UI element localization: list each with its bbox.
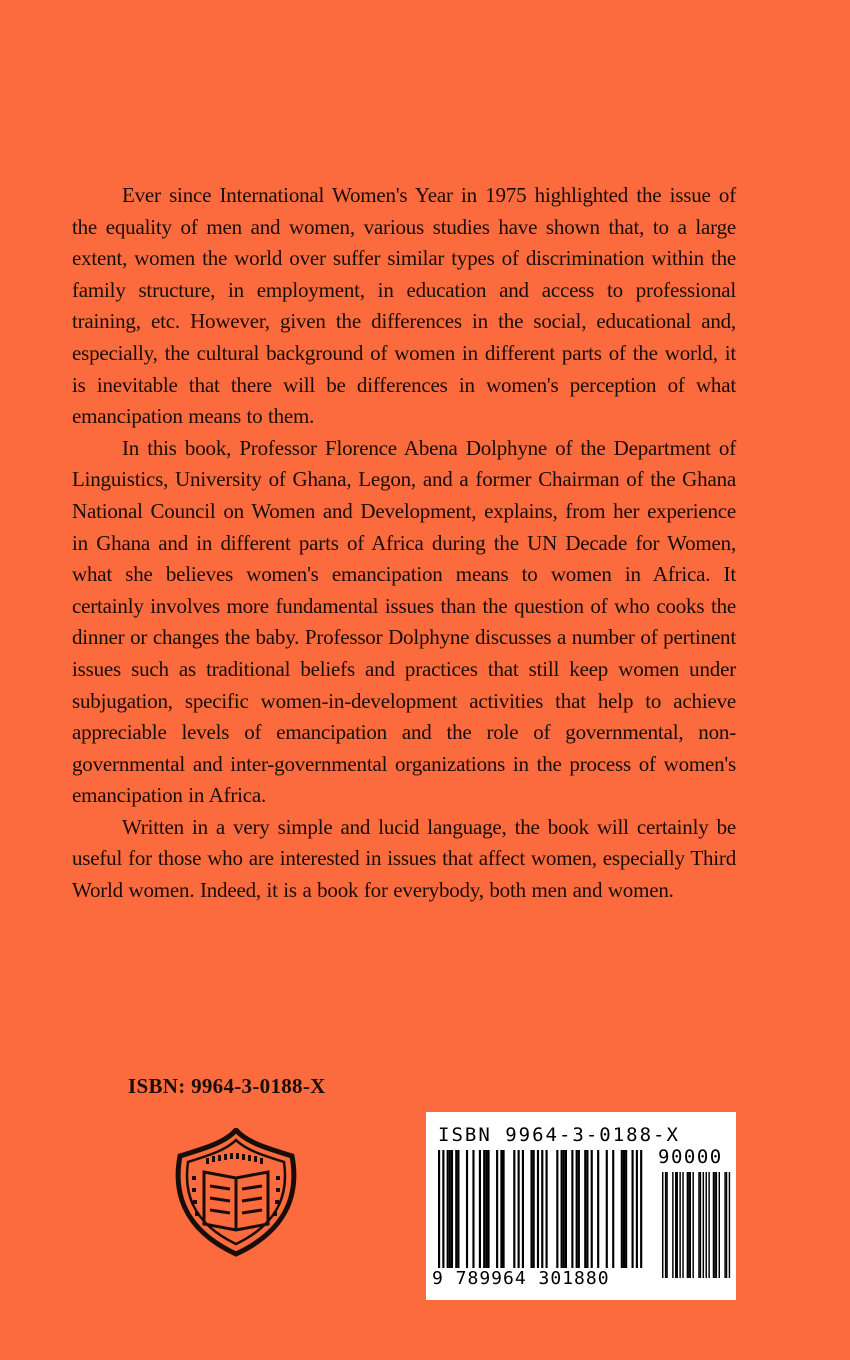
addon-bar (713, 1172, 714, 1278)
barcode-bar (438, 1150, 440, 1278)
blurb-paragraph: Ever since International Women's Year in 1975 highlighted the issue of the equality of men and women, various studies have shown that, to a large extent, women the world over suffer similar types of discrimination within the family structure, in employment, in education and access to professional training, etc. However, given the differences in the social, educational and, especially, the cultural background of women in different parts of the world, it is inevitable that there will be differences in women's perception of what emancipation means to them. (72, 183, 736, 429)
barcode-bar (483, 1150, 485, 1268)
barcode-bar (457, 1150, 459, 1268)
addon-bar (665, 1172, 666, 1278)
barcode-bar (518, 1150, 520, 1268)
addon-bar (690, 1172, 691, 1278)
barcode-bar (621, 1150, 623, 1268)
addon-bar (688, 1172, 689, 1278)
addon-bar (675, 1172, 676, 1278)
barcode-bar (496, 1150, 498, 1268)
addon-bar (677, 1172, 678, 1278)
barcode-bar (537, 1150, 539, 1278)
barcode-isbn-line: ISBN 9964-3-0188-X (438, 1124, 680, 1146)
addon-bar (716, 1172, 717, 1278)
addon-bar (672, 1172, 673, 1278)
blurb-paragraph: In this book, Professor Florence Abena Dolphyne of the Department of Linguistics, University of Ghana, Legon, and a former Chairman of the Ghana National Council on Women and Development, explains, from her experience in Ghana and in different parts of Africa during the UN Decade for Women, what she believes women's emancipation means to women in Africa. It certainly involves more fundamental issues than the question of who cooks the dinner or changes the baby. Professor Dolphyne discusses a number of pertinent issues such as traditional beliefs and practices that still keep women under subjugation, specific women-in-development activities that help to achieve appreciable levels of emancipation and the role of governmental, non-governmental and inter-governmental organizations in the process of women's emancipation in Africa. (72, 435, 736, 808)
barcode-bar (503, 1150, 505, 1268)
barcode-bar (576, 1150, 578, 1268)
barcode-bar (584, 1150, 586, 1268)
addon-bar (729, 1172, 730, 1278)
addon-bar (714, 1172, 715, 1278)
barcode-bar (561, 1150, 563, 1268)
addon-bar (692, 1172, 693, 1278)
addon-bar (708, 1172, 709, 1278)
barcode-bar (485, 1150, 487, 1268)
barcode-bar (533, 1150, 535, 1268)
addon-bar (679, 1172, 680, 1278)
barcode-bar (455, 1150, 457, 1268)
back-cover-blurb (72, 180, 736, 907)
barcode-bar (565, 1150, 567, 1268)
barcode-bar (451, 1150, 453, 1268)
publisher-logo-icon (166, 1128, 306, 1258)
barcode-bar (472, 1150, 474, 1268)
barcode-bar (563, 1150, 565, 1268)
barcode-bar (522, 1150, 524, 1268)
barcode-bar (640, 1150, 642, 1278)
addon-bar (724, 1172, 725, 1278)
addon-bar (682, 1172, 683, 1278)
barcode-bar (513, 1150, 515, 1268)
barcode-bar (530, 1150, 532, 1268)
addon-bar (698, 1172, 699, 1278)
addon-bar (687, 1172, 688, 1278)
barcode-bar (541, 1150, 543, 1278)
addon-bar (726, 1172, 727, 1278)
addon-bar (719, 1172, 720, 1278)
addon-bar (703, 1172, 704, 1278)
barcode-bar (571, 1150, 573, 1268)
barcode-bar (447, 1150, 449, 1268)
barcode-bar (591, 1150, 593, 1268)
addon-bar (666, 1172, 667, 1278)
isbn-label: ISBN: 9964-3-0188-X (128, 1074, 326, 1098)
barcode-digits: 9 789964 301880 (432, 1268, 654, 1290)
blurb-paragraph: Written in a very simple and lucid language, the book will certainly be useful for those who are interested in issues that affect women, especially Third World women. Indeed, it is a book for everybody, both men and women. (72, 814, 736, 903)
barcode-bar (636, 1150, 638, 1278)
barcode-bar (612, 1150, 614, 1268)
barcode-bar (606, 1150, 608, 1268)
barcode-bar (487, 1150, 489, 1268)
barcode-bar (623, 1150, 625, 1268)
barcode-bar (556, 1150, 558, 1268)
barcode-bar (632, 1150, 634, 1268)
barcode-bar (597, 1150, 599, 1268)
addon-bar (662, 1172, 663, 1278)
barcode-bar (479, 1150, 481, 1268)
barcode-bar (442, 1150, 444, 1278)
barcode-bar (449, 1150, 451, 1268)
barcode-bar (625, 1150, 627, 1268)
barcode-addon-digits: 90000 (658, 1146, 723, 1168)
barcode-panel (426, 1112, 736, 1300)
barcode-bar (500, 1150, 502, 1268)
addon-bar (700, 1172, 701, 1278)
barcode-bar (546, 1150, 548, 1268)
addon-bar (706, 1172, 707, 1278)
barcode-bar (578, 1150, 580, 1268)
barcode-bar (586, 1150, 588, 1268)
barcode-bar (466, 1150, 468, 1268)
